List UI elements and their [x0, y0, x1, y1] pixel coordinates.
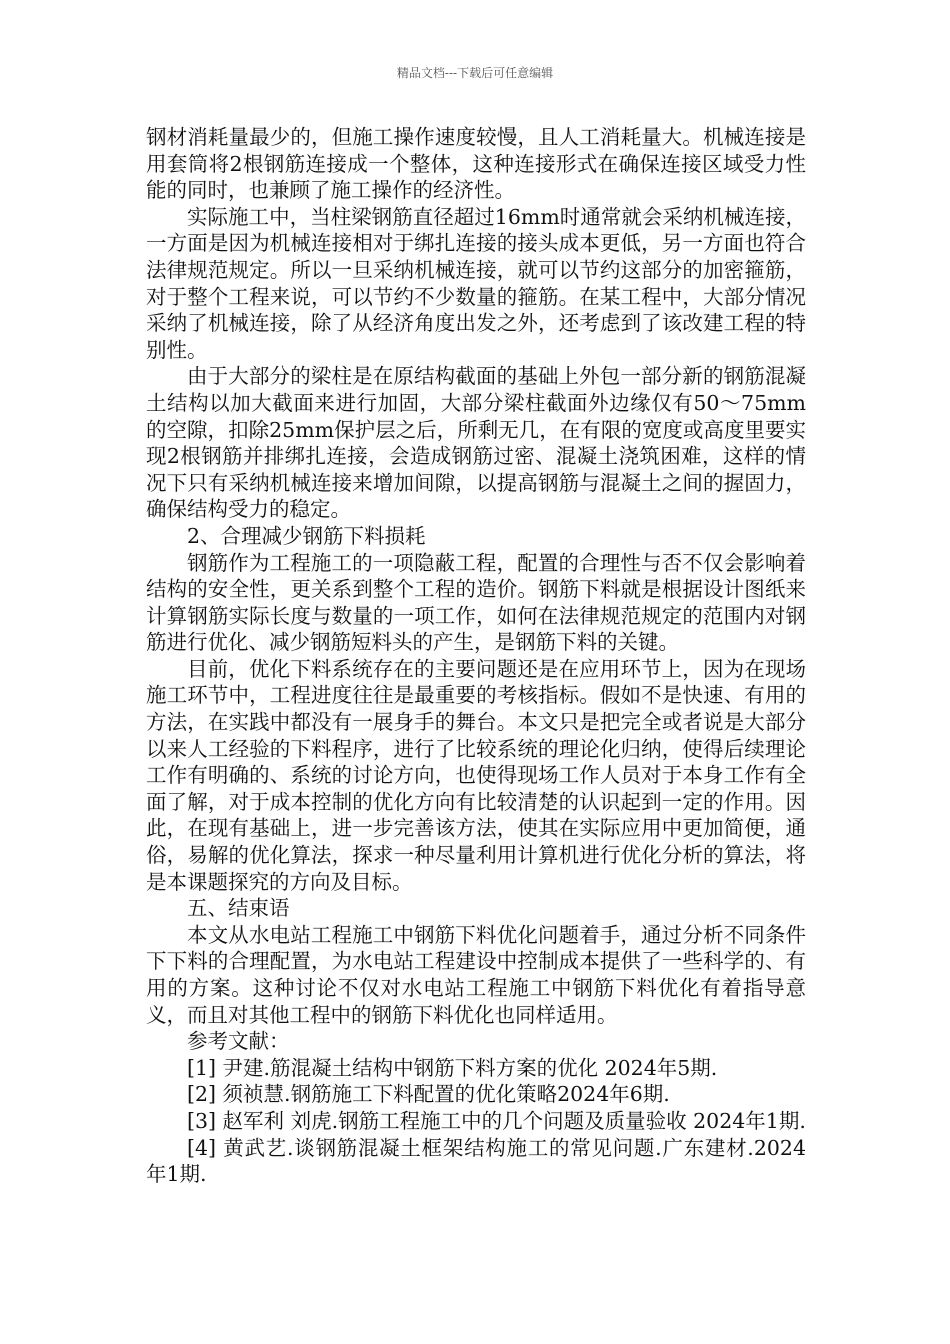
- reference-2: [2] 须祯慧.钢筋施工下料配置的优化策略2024年6期.: [187, 1082, 670, 1107]
- section-heading-conclusion: 五、结束语: [187, 896, 290, 921]
- references-heading: 参考文献：: [187, 1029, 290, 1054]
- reference-4: [4] 黄武艺.谈钢筋混凝土框架结构施工的常见问题.广东建材.2024年1期.: [146, 1135, 806, 1187]
- paragraph-5: 目前，优化下料系统存在的主要问题还是在应用环节上，因为在现场施工环节中，工程进度往往是最重要的考核指标。假如不是快速、有用的方法，在实践中都没有一展身手的舞台。本文只是把完全或者说是大部分以来人工经验的下料程序，进行了比较系统的理论化归纳，使得后续理论工作有明确的、系统的讨论方向，也使得现场工作人员对于本身工作有全面了解，对于成本控制的优化方向有比较清楚的认识起到一定的作用。因此，在现有基础上，进一步完善该方法，使其在实际应用中更加简便，通俗，易解的优化算法，探求一种尽量利用计算机进行优化分析的算法，将是本课题探究的方向及目标。: [146, 656, 806, 894]
- document-body: [146, 124, 806, 1188]
- paragraph-2: 实际施工中，当柱梁钢筋直径超过16mm时通常就会采纳机械连接，一方面是因为机械连接相对于绑扎连接的接头成本更低，另一方面也符合法律规范规定。所以一旦采纳机械连接，就可以节约这部分的加密箍筋，对于整个工程来说，可以节约不少数量的箍筋。在某工程中，大部分情况采纳了机械连接，除了从经济角度出发之外，还考虑到了该改建工程的特别性。: [146, 204, 806, 362]
- reference-1: [1] 尹建.筋混凝土结构中钢筋下料方案的优化 2024年5期.: [187, 1055, 718, 1080]
- paragraph-4: 钢筋作为工程施工的一项隐蔽工程，配置的合理性与否不仅会影响着结构的安全性，更关系到整个工程的造价。钢筋下料就是根据设计图纸来计算钢筋实际长度与数量的一项工作，如何在法律规范规定的范围内对钢筋进行优化、减少钢筋短料头的产生，是钢筋下料的关键。: [146, 550, 806, 655]
- paragraph-6: 本文从水电站工程施工中钢筋下料优化问题着手，通过分析不同条件下下料的合理配置，为水电站工程建设中控制成本提供了一些科学的、有用的方案。这种讨论不仅对水电站工程施工中钢筋下料优化有着指导意义，而且对其他工程中的钢筋下料优化也同样适用。: [146, 922, 806, 1027]
- page-header: 精品文档---下载后可任意编辑: [396, 66, 554, 80]
- section-heading-reduce-loss: 2、合理减少钢筋下料损耗: [187, 523, 426, 548]
- paragraph-3: 由于大部分的梁柱是在原结构截面的基础上外包一部分新的钢筋混凝土结构以加大截面来进行加固，大部分梁柱截面外边缘仅有50～75mm的空隙，扣除25mm保护层之后，所剩无几，在有限的宽度或高度里要实现2根钢筋并排绑扎连接，会造成钢筋过密、混凝土浇筑困难，这样的情况下只有采纳机械连接来增加间隙，以提高钢筋与混凝土之间的握固力，确保结构受力的稳定。: [146, 364, 806, 522]
- reference-3: [3] 赵军利 刘虎.钢筋工程施工中的几个问题及质量验收 2024年1期.: [187, 1108, 806, 1133]
- paragraph-1: 钢材消耗量最少的，但施工操作速度较慢，且人工消耗量大。机械连接是用套筒将2根钢筋连接成一个整体，这种连接形式在确保连接区域受力性能的同时，也兼顾了施工操作的经济性。: [146, 125, 806, 203]
